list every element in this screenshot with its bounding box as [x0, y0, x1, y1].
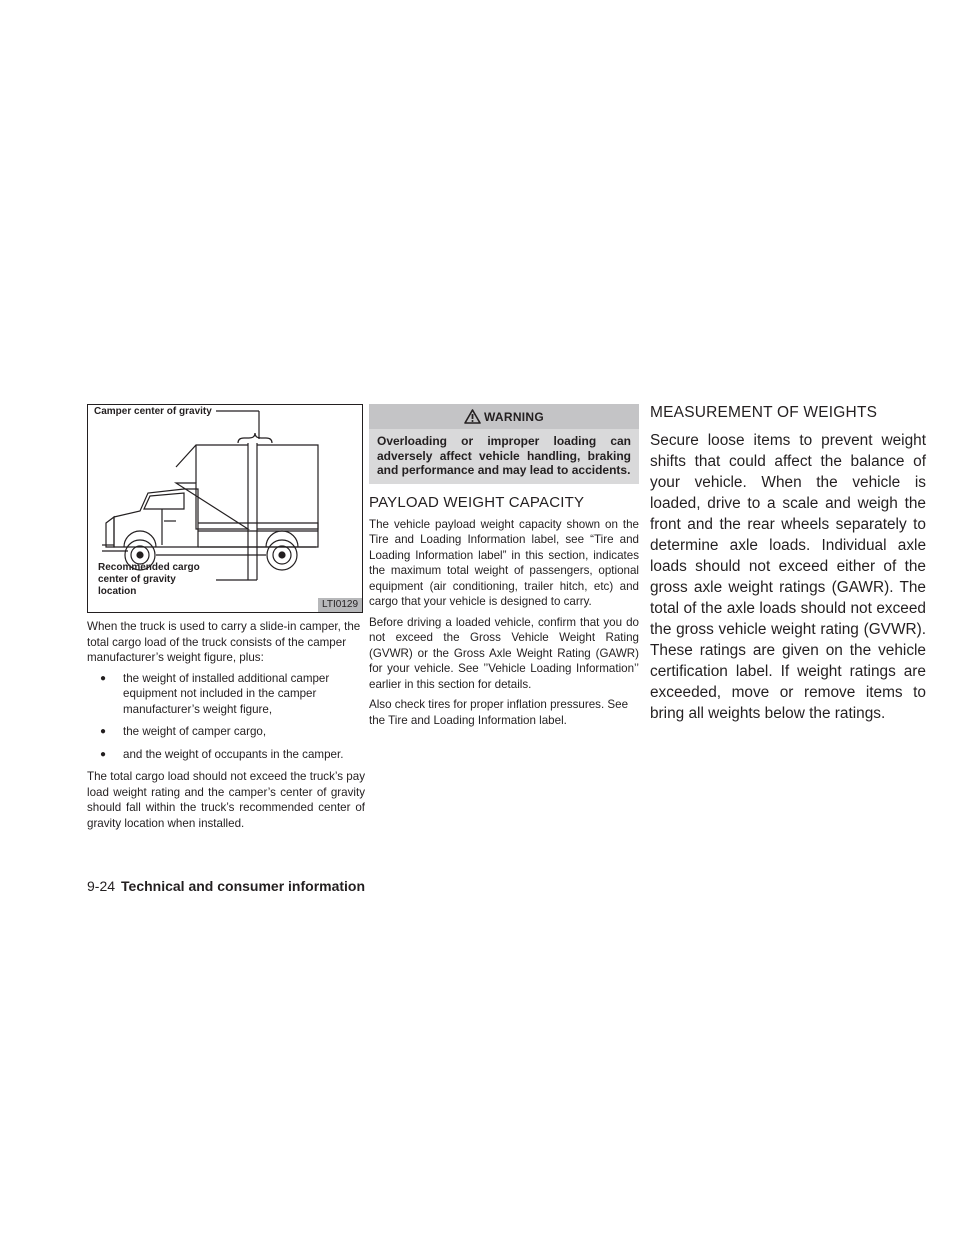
cargo-load-closing: The total cargo load should not exceed the truck’s pay load weight rating and the camper’s center of gravity should fall within the truck’s recommended center of gravity location when installed. — [87, 770, 365, 830]
list-item: ● the weight of installed additional camper equipment not included in the camper manufacturer’s weight figure, — [100, 671, 330, 716]
right-column — [650, 404, 926, 724]
warning-triangle-icon — [464, 409, 481, 424]
measurement-heading: MEASUREMENT OF WEIGHTS — [650, 404, 878, 421]
chapter-title: Technical and consumer information — [121, 878, 366, 894]
bullet-icon: ● — [100, 672, 107, 684]
bullet-icon: ● — [100, 726, 107, 737]
figure-code: LTI0129 — [318, 598, 362, 612]
camper-intro: When the truck is used to carry a slide-in camper, the total cargo load of the truck consists of the camper manufacturer’s weight figure, plus: — [87, 620, 361, 664]
payload-paragraph-2: Before driving a loaded vehicle, confirm that you do not exceed the Gross Vehicle Weight Rating (GVWR) or the Gross Axle Weight Rating (GAWR) for your vehicle. See ’’Vehicle Loading Information’’ earlier in this section for details. — [369, 615, 639, 691]
recommended-cg-label: Recommended cargo center of gravity location — [98, 562, 200, 597]
camper-figure — [87, 404, 363, 613]
payload-paragraph-1: The vehicle payload weight capacity shown on the Tire and Loading Information label, see “Tire and Loading Information label” in this section, indicates the maximum total weight of passengers, optional equipment (air conditioning, trailer hitch, etc) and cargo that your vehicle is designed to carry. — [369, 517, 639, 608]
warning-box — [369, 404, 639, 484]
page-footer — [87, 878, 365, 894]
camper-cg-label: Camper center of gravity — [94, 406, 212, 417]
measurement-paragraph: Secure loose items to prevent weight shifts that could affect the balance of your vehicle. When the vehicle is loaded, drive to a scale and weigh the front and the rear wheels separately to determine axle loads. Individual axle loads should not exceed either of the gross axle weight ratings (GAWR). The total of the axle loads should not exceed the gross vehicle weight rating (GVWR). These ratings are given on the vehicle certification label. If weight ratings are exceeded, move or remove items to bring all weights below the ratings. — [650, 432, 926, 722]
bullet-icon: ● — [100, 748, 107, 760]
middle-column — [369, 404, 639, 733]
left-column — [87, 404, 365, 836]
payload-paragraph-3: Also check tires for proper inflation pressures. See the Tire and Loading Information label. — [369, 698, 629, 727]
cargo-load-list — [87, 671, 365, 763]
list-item: ● the weight of camper cargo, — [100, 725, 267, 738]
page-number: 9-24 — [87, 878, 116, 894]
warning-text: Overloading or improper loading can adversely affect vehicle handling, braking and performance and may lead to accidents. — [377, 434, 631, 477]
list-item: ● and the weight of occupants in the camper. — [100, 747, 344, 761]
payload-heading: PAYLOAD WEIGHT CAPACITY — [369, 493, 585, 511]
warning-header — [369, 404, 639, 429]
warning-title: WARNING — [483, 409, 545, 424]
